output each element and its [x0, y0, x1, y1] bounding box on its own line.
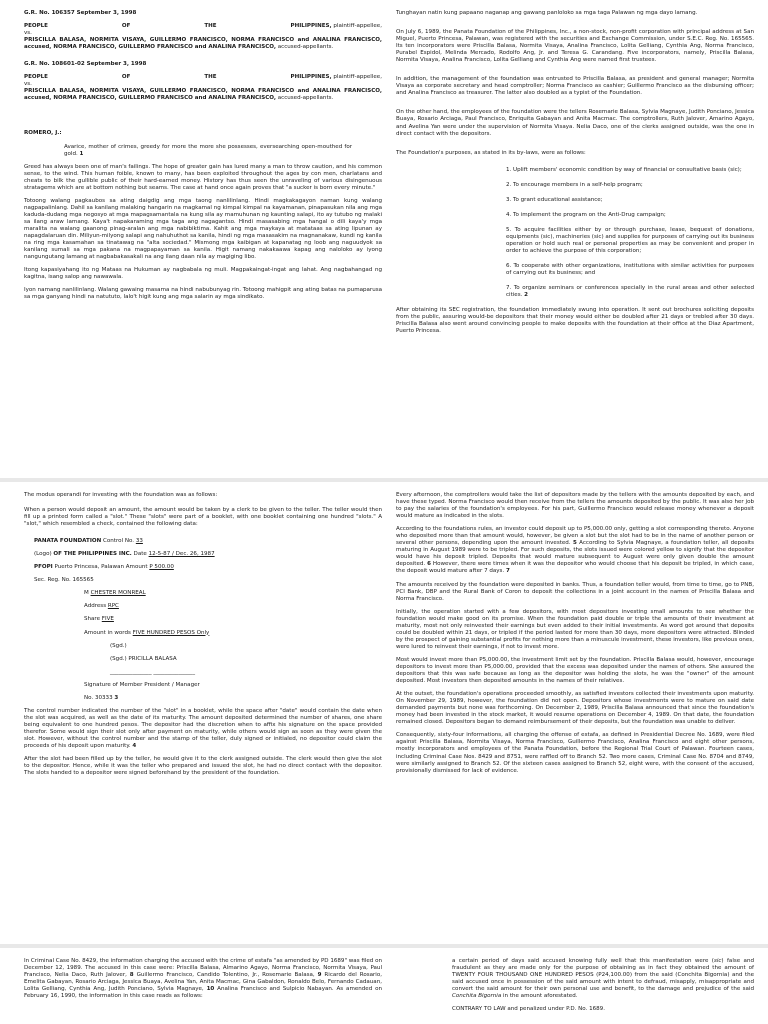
paragraph: The control number indicated the number of the "slot" in a booklet, while the space after "date" would contain the date when the slot was acquired, as well as the date of its maturity. The amount deposited determined the number of shares, one share being equivalent to one hundred pesos. The depositor had the discretion when to affix his signature on the space provided therefor. Some would sign their slot only after payment on maturity, while others would sign as soon as they were given the slot. However, without the control number and the stamp of the teller, duly signed or initialed, no depositor could claim the proceeds of his deposit upon maturity. 4 [24, 707, 382, 750]
paragraph: Tunghayan natin kung papaano naganap ang gawang panloloko sa mga taga Palawan ng mga dayo lamang. [396, 10, 698, 16]
slot-line: (Sgd.) PRICILLA BALASA [110, 655, 177, 662]
paragraph: The Foundation's purposes, as stated in its by-laws, were as follows: [396, 149, 586, 156]
epigraph: Avarice, mother of crimes, greedy for more the more she possesses, eversearching open-mouthed for gold. 1 [64, 143, 352, 157]
ponente: ROMERO, J.: [24, 130, 62, 137]
page-1-right-column [396, 10, 754, 341]
paragraph: Initially, the operation started with a few depositors, with most depositors investing small amounts to see whether the foundation would make good on its promise. When the foundation paid double or triple the amounts of their investment at maturity, most not only reinvested their earnings but even added to their initial investments. As word got around that deposits could be doubled within 21 days, or tripled if the period lasted for more than 30 days, more depositors were attracted. Blinded by the prospect of gaining substantial profits for nothing more than a minuscule investment, these investors, like previous ones, were lured to reinvest their earnings, if not to invest more. [396, 608, 754, 650]
paragraph: On July 6, 1989, the Panata Foundation of the Philippines, Inc., a non-stock, non-profit corporation with principal address at San Miguel, Puerto Princesa, Palawan, was registered with the securities and Exchange Commission, under S.E.C. Reg. No. 165565. Its ten incorporators were Priscilla Balasa, Normita Visaya, Analina Francisco, Lolita Gelliang, Cynthia Ang, Norma Francisco, Purabel Espidol, Melinda Mercado, Rodolfo Ang, Jr. and Teresa G. Carandang. Five incorporators, namely, Priscilla Balasa, Normita Visaya, Analina Francisco, Lolita Gelliang and Cynthia Ang were named first trustees. [396, 29, 754, 64]
purpose-item: 1. Uplift members' economic condition by way of financial or consultative basis (sic); [506, 166, 742, 173]
paragraph: At the outset, the foundation's operations proceeded smoothly, as satisfied investors collected their investments upon maturity. On November 29, 1989, however, the foundation did not open. Depositors whose investments were to mature on said date demanded payments but none was forthcoming. On December 2, 1989, Priscilla Balasa announced that since the foundation's money had been invested in the stock market, it would resume operations on December 4, 1989. On that date, the foundation remained closed. Depositors began to demand reimbursement of their deposits, but the foundation was unable to deliver. [396, 691, 754, 726]
purpose-item: 4. To implement the program on the Anti-Drug campaign; [506, 211, 666, 218]
paragraph: Consequently, sixty-four informations, all charging the offense of estafa, as defined in Presidential Decree No. 1689, were filed against Priscilla Balasa, Normita Visaya, Norma Francisco, Guillermo Francisco, Analina Francisco and eight other persons, mostly incorporators and employees of the Panata Foundation, before the Regional Trial Court of Palawan. Fourteen cases, including Criminal Case Nos. 8429 and 8751, were raffled off to Branch 52. Two more cases, Criminal Case No. 8704 and 8749, were similarly assigned to Branch 52. Of the sixteen cases assigned to Branch 52, eight were, with the consent of the accused, provisionally dismissed for lack of evidence. [396, 732, 754, 774]
page-3-right-column [396, 958, 754, 1019]
slot-line: PFOPI Puerto Princesa, Palawan Amount P 500.00 [34, 564, 174, 571]
paragraph: After obtaining its SEC registration, the foundation immediately swung into operation. It sent out brochures soliciting deposits from the public, assuring would-be depositors that their money would either be doubled after 21 days or trebled after 30 days. Priscilla Balasa also went around convincing people to make deposits with the foundation at their office at the Diaz Apartment, Puerto Princesa. [396, 307, 754, 335]
paragraph: Every afternoon, the comptrollers would take the list of depositors made by the tellers with the amounts deposited by each, and have these typed. Norma Francisco would then receive from the tellers the amounts deposited by the public. It was also her job to pay the salaries of the foundation's employees. For his part, Guillermo Francisco would release money whenever a deposit would mature as indicated in the slots. [396, 492, 754, 520]
paragraph: Greed has always been one of man's failings. The hope of greater gain has lured many a man to throw caution, and his common sense, to the wind. This human foible, known to many, has been exploited throughout the ages by con men, charlatans and cheats to bilk the gullible public of their hard-earned money. History has thus seen the unraveling of various disingenuous stratagems which are at bottom nothing but seams. The case at hand once again proves that "a sucker is born every minute." [24, 163, 382, 191]
page-1-left-column [24, 10, 382, 307]
paragraph: Most would invest more than P5,000.00, the investment limit set by the foundation. Priscilla Balasa would, however, encourage depositors to invest more than P5,000.00, provided that the excess was deposited under the names of others. She assured the depositors that this was safe because as long as the depositor was holding the slots, he was the "owner" of the amount deposited. Most investors then deposited amounts in the names of their relatives. [396, 656, 754, 685]
caption-1-parties: PRISCILLA BALASA, NORMITA VISAYA, GUILLERMO FRANCISCO, NORMA FRANCISCO and ANALINA FRANCISCO, accused, NORMA FRANCISCO, GUILLERMO FRANCISCO and ANALINA FRANCISCO, accused-appellants. [24, 37, 382, 51]
page-3 [0, 948, 768, 1024]
caption-2-vs: vs. [24, 81, 32, 88]
slot-line: Amount in words FIVE HUNDRED PESOS Only [84, 629, 210, 636]
page-2-left-column [24, 492, 382, 783]
purpose-item: 3. To grant educational assistance; [506, 196, 603, 203]
slot-line: PANATA FOUNDATION Control No. 33 [34, 538, 143, 545]
purpose-item: 2. To encourage members in a self-help program; [506, 181, 643, 188]
paragraph: In Criminal Case No. 8429, the information charging the accused with the crime of estafa "as amended by PD 1689" was filed on December 12, 1989. The accused in this case were: Priscilla Balasa, Almarino Agayo, Norma Francisco, Normita Visaya, Paul Francisco, Nelia Daco, Ruth Jalover, 8 Guillermo Francisco, Candido Tolentino, Jr., Rosemarie Balasa, 9 Ricardo del Rosario, Emelita Gabayan, Rosario Arciaga, Jessica Buaya, Avelina Yan, Anita Macmac, Gina Gabaldon, Ronaldo Belo, Fernando Cadauan, Lolita Gelliang, Cynthia Ang, Judith Ponciano, Sylvia Magnaye, 10 Analina Francisco and Sulpicio Nabayan. As amended on February 16, 1990, the information in this case reads as follows: [24, 958, 382, 1000]
caption-2-header: PEOPLE OF THE PHILIPPINES, plaintiff-appellee, [24, 74, 382, 81]
paragraph: Itong kapasiyahang ito ng Mataas na Hukuman ay nagbabala ng muli. Magpakaingat-ingat ang lahat. Ang nagbahangad ng kagitna, isang salop ang nawawala. [24, 267, 382, 281]
purpose-item: 5. To acquire facilities either by or through purchase, lease, bequest of donations, equipments (sic), machineries (sic) and supplies for purposes of carrying out its business operation or hold such real or personal properties as may be convenient and proper in order to achieve the purpose of this corporation; [506, 226, 754, 254]
paragraph: The modus operandi for investing with the foundation was as follows: [24, 492, 218, 498]
page-2 [0, 482, 768, 944]
caption-1-header: PEOPLE OF THE PHILIPPINES, plaintiff-appellee, [24, 23, 382, 30]
paragraph: When a person would deposit an amount, the amount would be taken by a clerk to be given to the teller. The teller would then fill up a printed form called a "slot." These "slots" were part of a booklet, with one booklet containing one hundred "slots." A "slot," which resembled a check, contained the following data: [24, 507, 382, 528]
case-number-1: G.R. No. 106357 September 3, 1998 [24, 10, 137, 16]
paragraph: According to the foundations rules, an investor could deposit up to P5,000.00 only, getting a slot corresponding thereto. Anyone who deposited more than that amount would, however, be given a slot but the slot had to be in the name of another person or several other persons, depending upon the amount invested. 5 According to Sylvia Magnaye, a foundation teller, all deposits maturing in August 1989 were to be tripled. For such deposits, the slots issued were colored yellow to signify that the depositor would have his deposit tripled. Deposits that would mature subsequent to August were only given double the amount deposited. 6 However, there were times when it was the depositor who would choose that his deposit be tripled, in which case, the deposit would mature after 7 days. 7 [396, 526, 754, 575]
caption-2-parties: PRISCILLA BALASA, NORMITA VISAYA, GUILLERMO FRANCISCO, NORMA FRANCISCO and ANALINA FRANCISCO, accused, NORMA FRANCISCO, GUILLERMO FRANCISCO and ANALINA FRANCISCO, accused-appellants. [24, 88, 382, 102]
slot-line: Address RPC [84, 603, 119, 610]
case-number-2: G.R. No. 108601-02 September 3, 1998 [24, 61, 147, 68]
page-1 [0, 0, 768, 478]
paragraph: On the other hand, the employees of the foundation were the tellers Rosemarie Balasa, Sylvia Magnaye, Judith Ponciano, Jessica Buaya, Rosario Arciaga, Paul Francisco, Enriquita Gabayan and Anita Macmac. The comptrollers, Ruth Jalover, Amarino Agayo, and Avelina Yan were under the supervision of Normita Visaya. Nelia Daco, one of the clerks assigned outside, was the one in direct contact with the depositors. [396, 109, 754, 137]
paragraph: After the slot had been filled up by the teller, he would give it to the clerk assigned outside. The clerk would then give the slot to the depositor. Hence, while it was the teller who prepared and issued the slot, he had no direct contact with the depositor. The slots handed to a depositor were signed beforehand by the president of the foundation. [24, 756, 382, 777]
paragraph: Totoong walang pagkaubos sa ating daigdig ang mga taong nanlilinlang. Hindi magkakagayon naman kung walang nagpapalinlang. Dahil sa kanilang malaking hangarin na magkamal ng kimpal kimpal na kayamanan, pinapasukan nila ang mga kaduda-dudang mga negosyo at mga mapagsamantala na kung sila ay mamuhunan ng kaunting salapi, ito ay tutubo ng malaki sa ilang araw lamang. Kaya't napakaraming mga taga ang nagagantso. Hindi masasabing mga hangal o dili kaya'y mga maralita na walang gaanong pinag-aralan ang mga nabibiktima. Kahit ang mga maykaya at matataas sa ating lipunan ay napagdalaruan din. Miliyun-milyong salapi ang nahuhuthot sa kanila, hindi ng mga masasakim na magnanakaw, kundi ng kanila na ring mga kasamahan sa tinatawag na "alta sociedad." Mismong mga kaibigan at kapanatag ng loob ang naguudyok sa kanilang sumali sa mga pakana na magpapayaman sa kanila. Higit namang nakakaawa kapag ang naloloko ay iyong nangungutang lamang at nagbabakasakali na ang ilang daan nila ay magiging libo. [24, 197, 382, 261]
paragraph: a certain period of days said accused knowing fully well that this manifestation were (sic) false and fraudulent as they are made only for the purpose of obtaining as in fact they obtained the amount of TWENTY FOUR THOUSAND ONE HUNDRED PESOS (P24,100.00) from the said (Conchita Bigornia) and the said accused once in possession of the said amount with intent to defraud, misapply, misappropriate and convert the said amount for their own personal use and benefit, to the damage and prejudice of the said Conchita Bigornia in the amount aforestated. [452, 958, 754, 1000]
slot-line: (Logo) OF THE PHILIPPINES INC. Date 12-5-87 / Dec. 26, 1987 [34, 551, 215, 558]
page-3-left-column [24, 958, 382, 1006]
slot-line: Signature of Member President / Manager [84, 681, 200, 688]
paragraph: Iyon namang nanlilinlang. Walang gawaing masama na hindi nabubunyag rin. Totoong mahigpit ang ating batas na pumaparusa sa mga ganyang hindi na natututo, lalo't higit kung ang mga salarin ay mga sindikato. [24, 287, 382, 301]
slot-line: M CHESTER MONREAL [84, 590, 146, 597]
caption-1-vs: vs. [24, 30, 32, 37]
paragraph: CONTRARY TO LAW and penalized under P.D. No. 1689. [452, 1006, 605, 1013]
slot-line: Sec. Reg. No. 165565 [34, 577, 94, 584]
paragraph: The amounts received by the foundation were deposited in banks. Thus, a foundation teller would, from time to time, go to PNB, PCI Bank, DBP and the Rural Bank of Coron to deposit the collections in a joint account in the names of Priscilla Balasa and Norma Francisco. [396, 581, 754, 602]
slot-line: No. 30333 3 [84, 694, 119, 701]
slot-line: Share FIVE [84, 616, 114, 623]
paragraph: In addition, the management of the foundation was entrusted to Priscilla Balasa, as president and general manager; Normita Visaya as corporate secretary and head comptroller; Norma Francisco as cashier; Guillermo Francisco as the disbursing officer; and Analina Francisco as treasurer. The latter also doubled as a typist of the Foundation. [396, 76, 754, 97]
purpose-item: 7. To organize seminars or conferences specially in the rural areas and other selected cities. 2 [506, 285, 754, 299]
purpose-item: 6. To cooperate with other organizations, institutions with similar activities for purposes of carrying out its business; and [506, 263, 754, 277]
slot-line: _______________ _______________ [110, 668, 195, 675]
slot-line: (Sgd.) [110, 642, 127, 649]
page-2-right-column [396, 492, 754, 781]
